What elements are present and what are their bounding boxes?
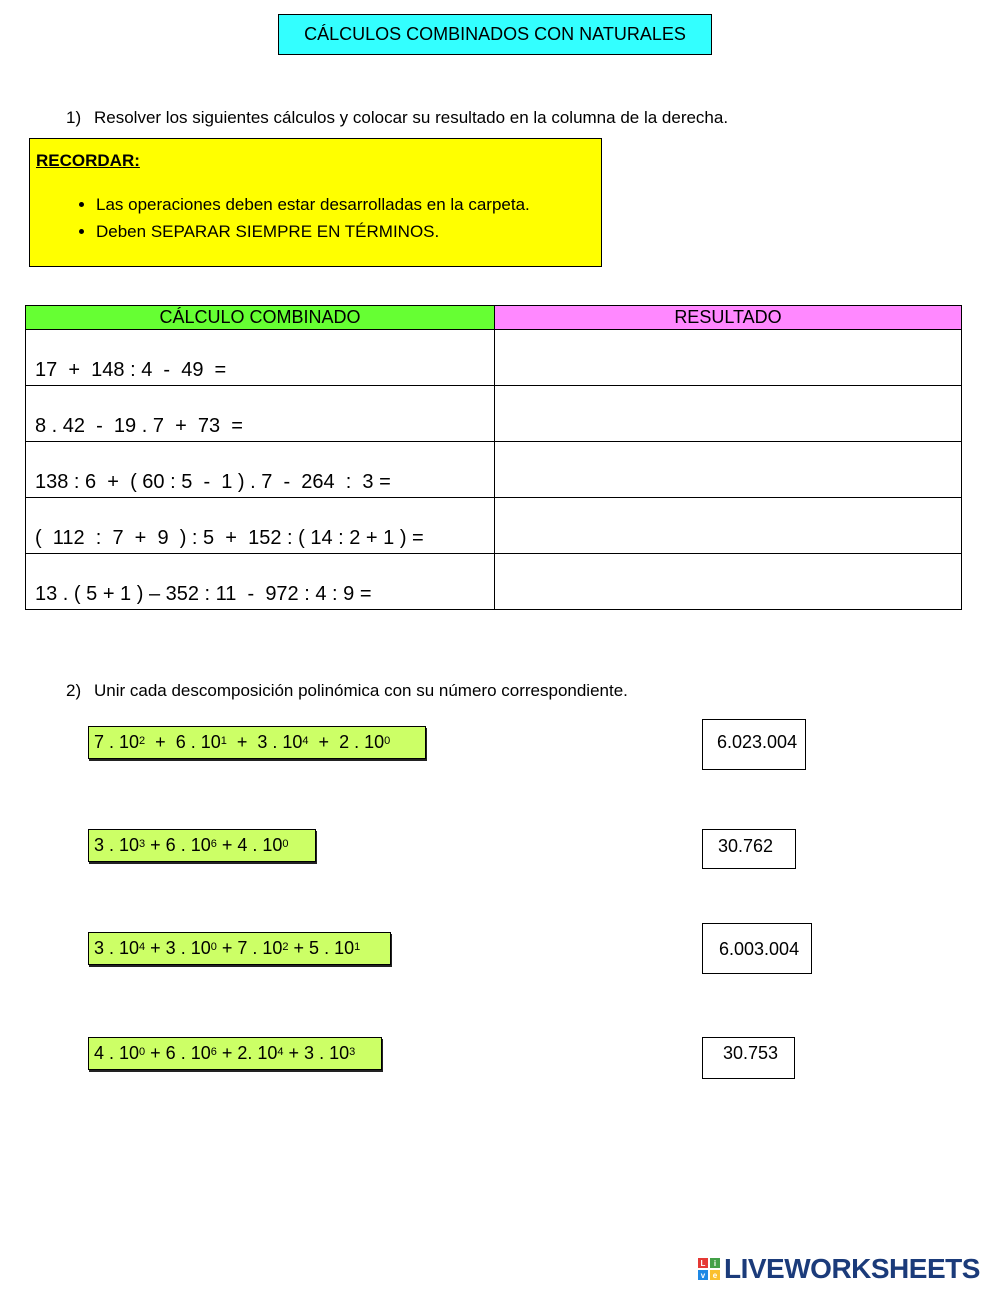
result-input[interactable] bbox=[495, 442, 962, 498]
polynomial-exponent: 0 bbox=[210, 940, 217, 953]
logo-text: LIVEWORKSHEETS bbox=[724, 1253, 980, 1284]
polynomial-exponent: 0 bbox=[384, 734, 391, 747]
polynomial-exponent: 4 bbox=[302, 734, 309, 747]
reminder-item: • Las operaciones deben estar desarrolladas en la carpeta. bbox=[96, 191, 530, 218]
column-header-result: RESULTADO bbox=[495, 306, 962, 330]
result-input[interactable] bbox=[495, 386, 962, 442]
polynomial-term: + 6 . 10 bbox=[145, 835, 211, 855]
polynomial-exponent: 0 bbox=[139, 1045, 146, 1058]
polynomial-term: + 3 . 10 bbox=[145, 938, 211, 958]
polynomial-exponent: 2 bbox=[139, 734, 146, 747]
calculation-expression: ( 112 : 7 + 9 ) : 5 + 152 : ( 14 : 2 + 1 ) = bbox=[26, 498, 495, 554]
polynomial-box-2[interactable] bbox=[88, 829, 316, 862]
reminder-box bbox=[29, 138, 602, 267]
polynomial-term: 3 . 10 bbox=[94, 938, 140, 958]
calculation-expression: 138 : 6 + ( 60 : 5 - 1 ) . 7 - 264 : 3 = bbox=[26, 442, 495, 498]
instruction-number: 1) bbox=[66, 108, 82, 127]
logo-mark-letter: i bbox=[710, 1258, 720, 1268]
polynomial-box-1[interactable] bbox=[88, 726, 426, 759]
logo-mark-icon bbox=[698, 1258, 720, 1280]
polynomial-term: + 2 . 10 bbox=[308, 732, 385, 752]
instruction-2 bbox=[66, 681, 628, 701]
number-box-2[interactable]: 30.762 bbox=[702, 829, 796, 869]
calculation-expression: 13 . ( 5 + 1 ) – 352 : 11 - 972 : 4 : 9 = bbox=[26, 554, 495, 610]
polynomial-exponent: 6 bbox=[210, 1045, 217, 1058]
polynomial-term: + 7 . 10 bbox=[216, 938, 283, 958]
reminder-item: • Deben SEPARAR SIEMPRE EN TÉRMINOS. bbox=[96, 218, 530, 245]
table-row bbox=[26, 330, 962, 386]
result-input[interactable] bbox=[495, 554, 962, 610]
polynomial-term: 7 . 10 bbox=[94, 732, 140, 752]
worksheet-title: CÁLCULOS COMBINADOS CON NATURALES bbox=[278, 14, 712, 55]
instruction-number: 2) bbox=[66, 681, 82, 700]
polynomial-term: + 2. 10 bbox=[216, 1043, 278, 1063]
logo-mark-letter: L bbox=[698, 1258, 708, 1268]
polynomial-term: + 3 . 10 bbox=[226, 732, 303, 752]
polynomial-term: 3 . 10 bbox=[94, 835, 140, 855]
result-input[interactable] bbox=[495, 330, 962, 386]
number-box-3[interactable]: 6.003.004 bbox=[702, 923, 812, 974]
liveworksheets-logo bbox=[698, 1254, 980, 1284]
calculation-table bbox=[25, 305, 962, 610]
instruction-text: Resolver los siguientes cálculos y colocar su resultado en la columna de la derecha. bbox=[94, 108, 729, 127]
polynomial-exponent: 0 bbox=[282, 837, 289, 850]
polynomial-term: + 3 . 10 bbox=[283, 1043, 350, 1063]
polynomial-exponent: 4 bbox=[277, 1045, 284, 1058]
table-row bbox=[26, 554, 962, 610]
polynomial-term: + 4 . 10 bbox=[216, 835, 283, 855]
logo-mark-letter: e bbox=[710, 1270, 720, 1280]
number-box-4[interactable]: 30.753 bbox=[702, 1037, 795, 1079]
reminder-list bbox=[30, 191, 530, 245]
polynomial-exponent: 6 bbox=[210, 837, 217, 850]
table-row bbox=[26, 498, 962, 554]
polynomial-term: 4 . 10 bbox=[94, 1043, 140, 1063]
number-box-1[interactable]: 6.023.004 bbox=[702, 719, 806, 770]
polynomial-exponent: 4 bbox=[139, 940, 146, 953]
polynomial-box-4[interactable] bbox=[88, 1037, 382, 1070]
polynomial-exponent: 3 bbox=[139, 837, 146, 850]
logo-mark-letter: v bbox=[698, 1270, 708, 1280]
column-header-calculation: CÁLCULO COMBINADO bbox=[26, 306, 495, 330]
instruction-1 bbox=[66, 108, 728, 128]
polynomial-exponent: 1 bbox=[220, 734, 227, 747]
polynomial-term: + 5 . 10 bbox=[288, 938, 355, 958]
reminder-heading: RECORDAR: bbox=[36, 151, 140, 170]
polynomial-term: + 6 . 10 bbox=[145, 1043, 211, 1063]
polynomial-term: + 6 . 10 bbox=[145, 732, 221, 752]
polynomial-exponent: 3 bbox=[349, 1045, 356, 1058]
table-row bbox=[26, 386, 962, 442]
polynomial-exponent: 2 bbox=[282, 940, 289, 953]
table-row bbox=[26, 442, 962, 498]
result-input[interactable] bbox=[495, 498, 962, 554]
instruction-text: Unir cada descomposición polinómica con su número correspondiente. bbox=[94, 681, 628, 700]
polynomial-exponent: 1 bbox=[354, 940, 361, 953]
calculation-expression: 8 . 42 - 19 . 7 + 73 = bbox=[26, 386, 495, 442]
calculation-expression: 17 + 148 : 4 - 49 = bbox=[26, 330, 495, 386]
polynomial-box-3[interactable] bbox=[88, 932, 391, 965]
